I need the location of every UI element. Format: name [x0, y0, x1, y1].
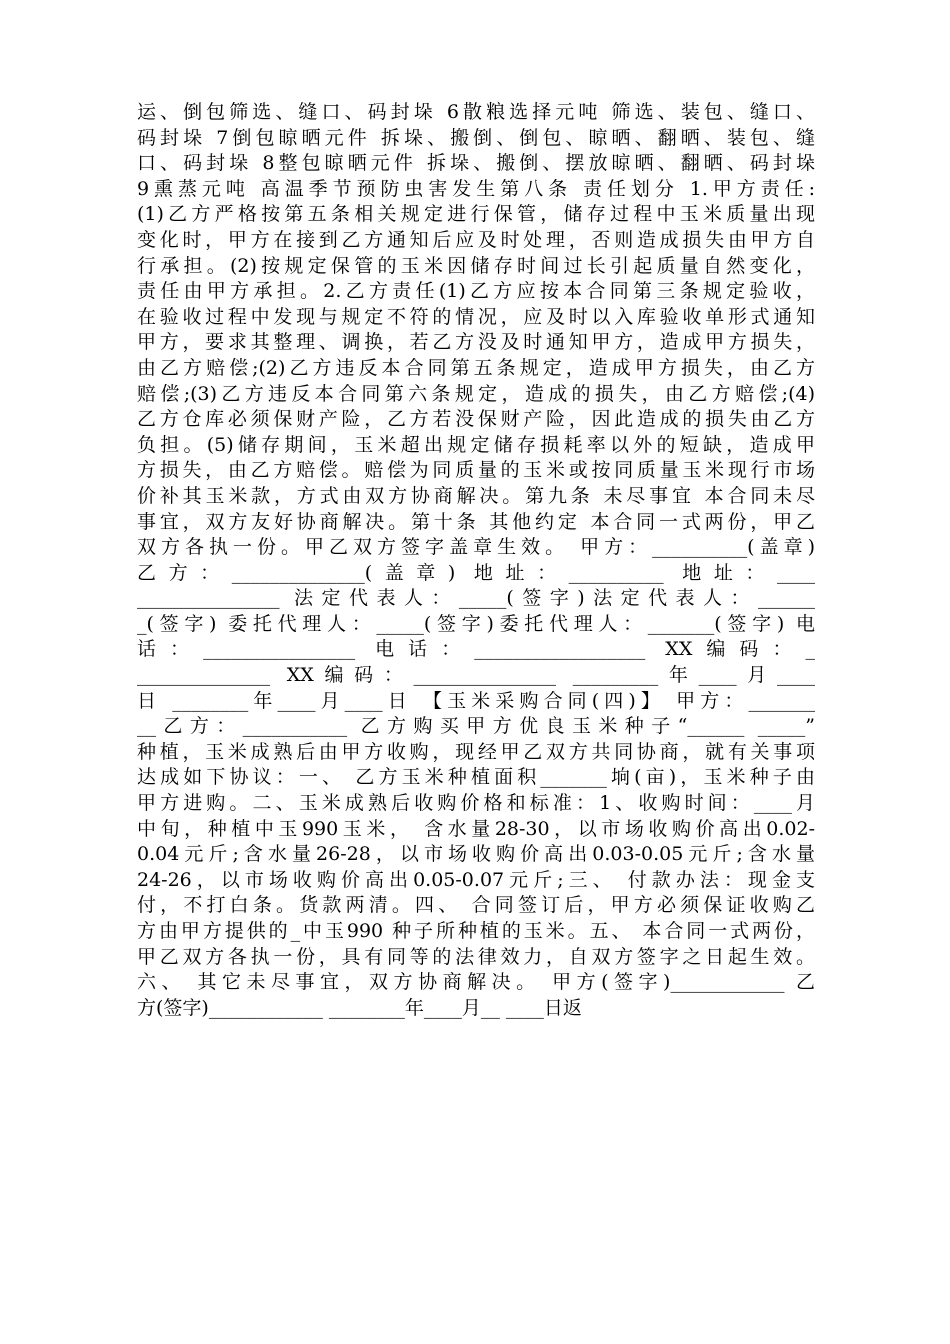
text-line: 付，不打白条。货款两清。四、 合同签订后，甲方必须保证收购乙 — [137, 894, 815, 917]
text-line: 方由甲方提供的_中玉990 种子所种植的玉米。五、 本合同一式两份， — [137, 920, 815, 942]
text-line: _(签字) 委托代理人：_____(签字)委托代理人：_______(签字) 电 — [137, 612, 815, 635]
text-line: 赔偿;(3)乙方违反本合同第六条规定，造成的损失，由乙方赔偿;(4) — [137, 382, 815, 405]
text-line: 责任由甲方承担。2.乙方责任(1)乙方应按本合同第三条规定验收， — [137, 280, 815, 303]
text-line: 码封垛 7倒包晾晒元件 拆垛、搬倒、倒包、晾晒、翻晒、装包、缝 — [137, 126, 815, 149]
text-line: _______________ 法定代表人：_____(签字)法定代表人：______ — [137, 587, 815, 610]
text-line: 0.04元斤;含水量26-28，以市场收购价高出0.03-0.05元斤;含水量 — [137, 843, 815, 866]
text-line: (1)乙方严格按第五条相关规定进行保管，储存过程中玉米质量出现 — [137, 203, 815, 226]
text-line: 话：________________ 电话：__________________ XX编码：_ — [137, 638, 815, 661]
text-line: 六、 其它未尽事宜，双方协商解决。 甲方(签字)____________ 乙 — [137, 971, 815, 994]
text-line: 甲方进购。二、玉米成熟后收购价格和标准：1、收购时间：____月 — [137, 792, 815, 815]
text-line: 乙方仓库必须保财产险，乙方若没保财产险，因此造成的损失由乙方 — [137, 408, 815, 431]
text-line: 事宜，双方友好协商解决。第十条 其他约定 本合同一式两份，甲乙 — [137, 510, 815, 533]
text-line: 方损失，由乙方赔偿。赔偿为同质量的玉米或按同质量玉米现行市场 — [137, 459, 815, 482]
text-line: 方(签字)____________ ________年____月__ ____日返 — [137, 996, 582, 1019]
text-line: 运、倒包筛选、缝口、码封垛 6散粮选择元吨 筛选、装包、缝口、 — [137, 101, 815, 123]
text-line: 达成如下协议：一、 乙方玉米种植面积_______垧(亩)，玉米种子由 — [137, 766, 815, 789]
text-line: 甲方，要求其整理、调换，若乙方没及时通知甲方，造成甲方损失， — [137, 331, 815, 354]
text-line: ______________ XX编码：_______________ _________年____月____ — [137, 664, 815, 687]
text-line: 中旬，种植中玉990玉米， 含水量28-30，以市场收购价高出0.02- — [137, 817, 815, 840]
text-line: 由乙方赔偿;(2)乙方违反本合同第五条规定，造成甲方损失，由乙方 — [137, 356, 815, 379]
text-line: 24-26，以市场收购价高出0.05-0.07元斤;三、 付款办法：现金支 — [137, 868, 815, 891]
text-line: 日 ________年____月____日 【玉米采购合同(四)】 甲方：_______ — [137, 689, 815, 712]
text-line: 甲乙双方各执一份，具有同等的法律效力，自双方签字之日起生效。 — [137, 945, 815, 968]
contract-text — [137, 100, 815, 1021]
text-line: 行承担。(2)按规定保管的玉米因储存时间过长引起质量自然变化， — [137, 254, 815, 277]
text-line: 价补其玉米款，方式由双方协商解决。第九条 未尽事宜 本合同未尽 — [137, 484, 815, 507]
text-line: 9熏蒸元吨 高温季节预防虫害发生第八条 责任划分 1.甲方责任: — [137, 177, 815, 200]
text-line: 乙方：______________(盖章) 地址：__________ 地址：____ — [137, 561, 815, 584]
text-line: 双方各执一份。甲乙双方签字盖章生效。 甲方：__________(盖章) — [137, 536, 815, 559]
text-line: 种植，玉米成熟后由甲方收购，现经甲乙双方共同协商，就有关事项 — [137, 740, 815, 763]
text-line: 变化时，甲方在接到乙方通知后应及时处理，否则造成损失由甲方自 — [137, 228, 815, 251]
text-line: 负担。(5)储存期间，玉米超出规定储存损耗率以外的短缺，造成甲 — [137, 433, 815, 456]
text-line: 在验收过程中发现与规定不符的情况，应及时以入库验收单形式通知 — [137, 305, 815, 328]
text-line: 口、码封垛 8整包晾晒元件 拆垛、搬倒、摆放晾晒、翻晒、码封垛 — [137, 152, 815, 175]
text-line: __乙方：___________ 乙方购买甲方优良玉米种子“______ _____” — [137, 715, 815, 738]
